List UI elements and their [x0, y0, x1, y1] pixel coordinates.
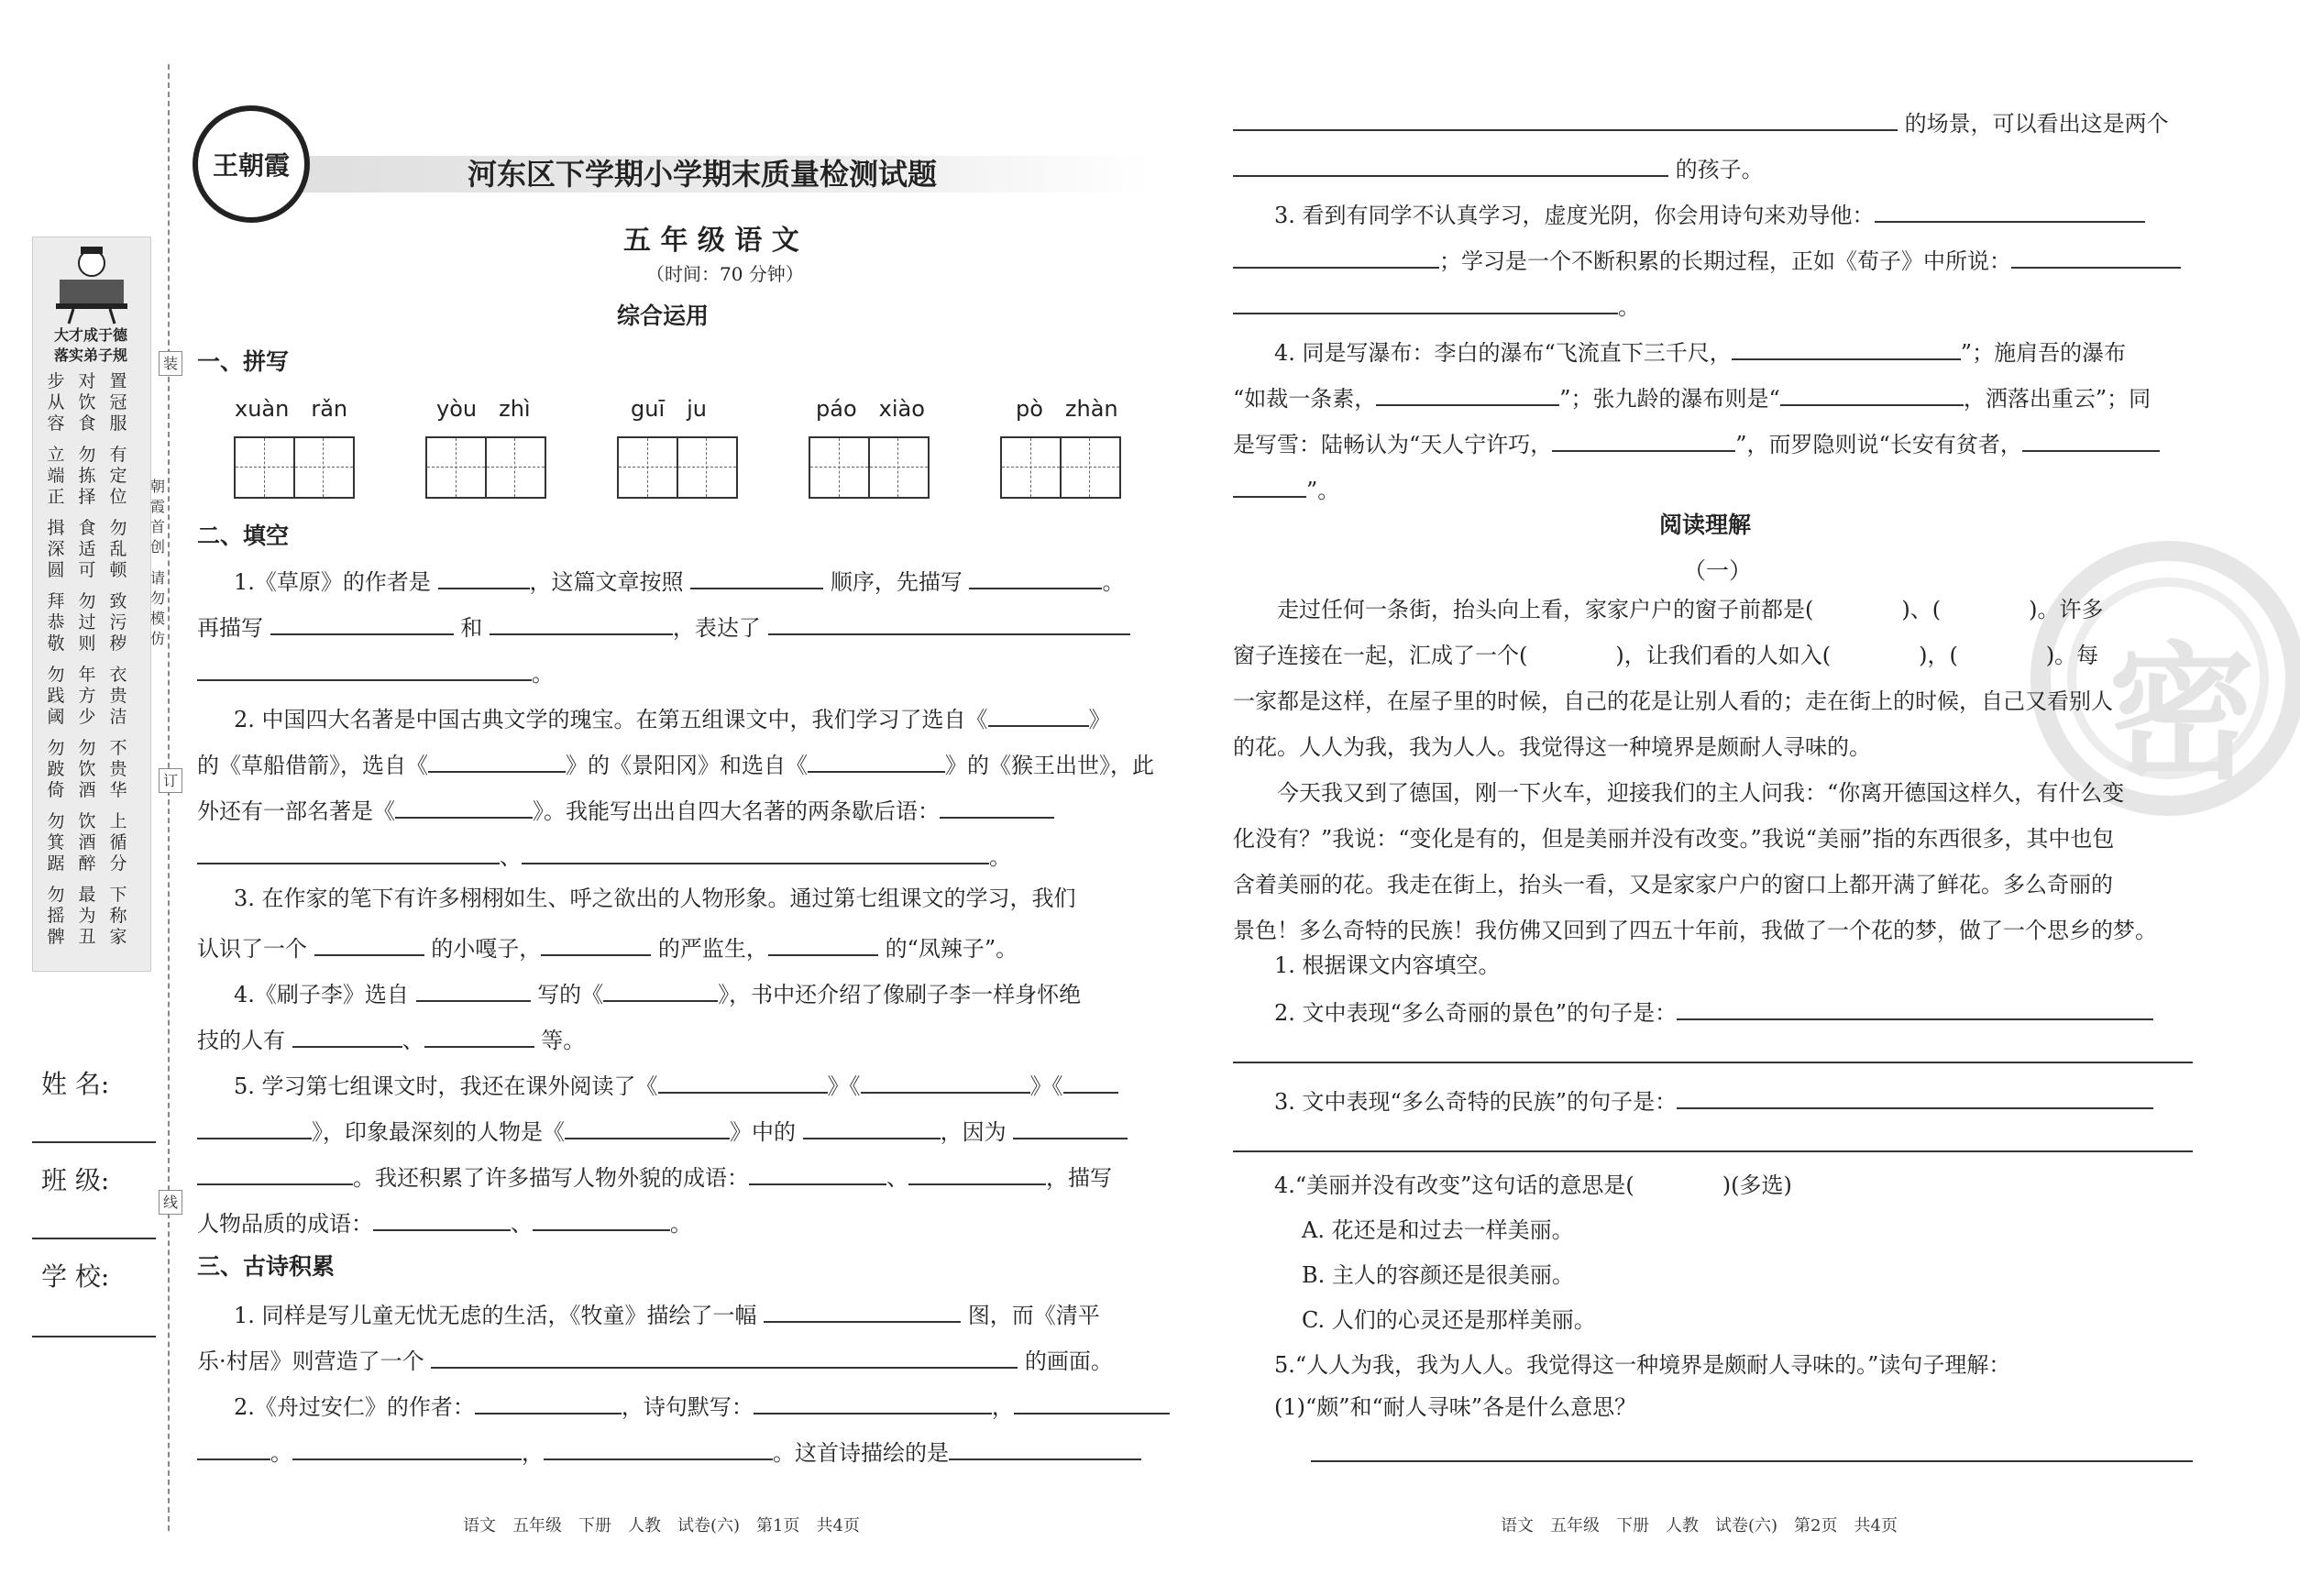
answer-blank[interactable] — [197, 1114, 312, 1139]
answer-blank[interactable] — [1677, 1084, 2153, 1109]
pinyin-4: páo xiào — [816, 396, 925, 422]
school-label: 学 校: — [41, 1261, 110, 1292]
answer-blank[interactable] — [808, 747, 945, 773]
poem-q1-line1: 1. 同样是写儿童无忧无虑的生活，《牧童》描绘了一幅 图，而《清平 — [234, 1297, 1100, 1329]
answer-blank[interactable] — [603, 976, 718, 1002]
seal-mark-3: 线 — [159, 1190, 182, 1215]
answer-blank[interactable] — [2011, 243, 2181, 269]
page1-footer: 语文 五年级 下册 人教 试卷(六) 第1页 共4页 — [463, 1516, 860, 1535]
reading-q2: 2. 文中表现“多么奇丽的景色”的句子是： — [1274, 995, 2153, 1027]
answer-blank[interactable] — [1780, 380, 1964, 406]
section-poetry-title: 三、古诗积累 — [197, 1253, 336, 1280]
answer-blank[interactable] — [1013, 1114, 1128, 1139]
answer-blank[interactable] — [270, 610, 454, 635]
answer-blank[interactable] — [768, 930, 878, 956]
binding-line — [168, 64, 170, 1531]
fill-q3-line1: 3. 在作家的笔下有许多栩栩如生、呼之欲出的人物形象。通过第七组课文的学习，我们 — [234, 886, 1076, 911]
motto-column: 勿饮酒 — [78, 738, 96, 800]
poem-q3-line1: 3. 看到有同学不认真学习，虚度光阴，你会用诗句来劝导他： — [1274, 197, 2145, 229]
motto-column: 勿摇髀 — [47, 885, 65, 947]
answer-blank[interactable] — [1233, 243, 1439, 269]
scholar-figure — [50, 243, 133, 329]
reading-q1: 1. 根据课文内容填空。 — [1274, 952, 1501, 978]
pinyin-5: pò zhàn — [1016, 396, 1118, 422]
answer-blank[interactable] — [1233, 289, 1618, 314]
motto-column: 置冠服 — [109, 371, 127, 434]
motto-line-2: 落实弟子规 — [53, 347, 127, 364]
motto-column: 最为丑 — [78, 885, 96, 947]
reading-q4-option-a[interactable]: A. 花还是和过去一样美丽。 — [1302, 1217, 1574, 1243]
answer-blank[interactable] — [658, 1068, 828, 1094]
poem-q2-line2: 。 ， 。这首诗描绘的是 — [197, 1435, 1141, 1467]
motto-column: 衣贵洁 — [109, 665, 127, 727]
motto-column: 年方少 — [78, 665, 96, 727]
confidential-seal-text: 密 — [2107, 628, 2255, 799]
class-label: 班 级: — [41, 1165, 110, 1195]
fill-q2-line2: 的《草船借箭》，选自《 》的《景阳冈》和选自《 》的《猴王出世》，此 — [197, 747, 1154, 779]
answer-blank[interactable] — [292, 1435, 522, 1460]
answer-blank[interactable] — [764, 1297, 961, 1323]
answer-line[interactable] — [1233, 1150, 2193, 1152]
vertical-note-right: 请勿模仿 — [149, 569, 165, 647]
answer-blank[interactable] — [428, 747, 566, 773]
motto-column: 勿乱顿 — [109, 518, 127, 580]
answer-blank[interactable] — [292, 1022, 402, 1048]
class-field[interactable] — [32, 1238, 156, 1239]
reading-subtitle: （一） — [1683, 557, 1753, 584]
passage-line: 的花。人人为我，我为人人。我觉得这一种境界是颇耐人寻味的。 — [1233, 734, 1871, 760]
poem-q4-line1: 4. 同是写瀑布：李白的瀑布“飞流直下三千尺， ”；施肩吾的瀑布 — [1274, 335, 2126, 367]
answer-blank[interactable] — [438, 564, 530, 589]
section-fill-title: 二、填空 — [197, 523, 290, 549]
writing-box-3[interactable] — [617, 436, 738, 499]
motto-column: 勿践阈 — [47, 665, 65, 727]
poem-q4-line4: ”。 — [1233, 472, 1339, 504]
poem-q3-line2: ；学习是一个不断积累的长期过程，正如《荀子》中所说： — [1233, 243, 2181, 275]
answer-blank[interactable] — [861, 1068, 1030, 1094]
answer-blank[interactable] — [395, 793, 533, 819]
motto-column: 拜恭敬 — [47, 591, 65, 654]
answer-blank[interactable] — [803, 1114, 941, 1139]
subject-title: 五 年 级 语 文 — [623, 225, 799, 257]
motto-column: 步从容 — [47, 371, 65, 434]
pinyin-3: guī ju — [631, 396, 707, 422]
answer-blank[interactable] — [908, 1160, 1046, 1185]
writing-box-2[interactable] — [425, 436, 546, 499]
fill-q2-line1: 2. 中国四大名著是中国古典文学的瑰宝。在第五组课文中，我们学习了选自《 》 — [234, 701, 1111, 733]
fill-q1-line3: 。 — [197, 655, 554, 688]
reading-q5-sub1: (1)“颇”和“耐人寻味”各是什么意思？ — [1274, 1394, 1637, 1420]
name-label: 姓 名: — [41, 1069, 110, 1099]
motto-column: 勿箕踞 — [47, 811, 65, 874]
answer-blank[interactable] — [197, 839, 500, 864]
motto-column: 勿拣择 — [78, 445, 96, 507]
answer-blank[interactable] — [424, 1022, 534, 1048]
fill-q4-line2: 技的人有 、 等。 — [197, 1022, 585, 1054]
motto-column: 勿过则 — [78, 591, 96, 654]
vertical-note-left: 朝霞首创 — [149, 478, 165, 556]
passage-line: 今天我又到了德国，刚一下火车，迎接我们的主人问我：“你离开德国这样久，有什么变 — [1277, 780, 2125, 806]
motto-columns — [46, 371, 138, 958]
answer-blank[interactable] — [690, 564, 823, 589]
answer-blank[interactable] — [1552, 426, 1735, 452]
seal-mark-2: 订 — [159, 768, 182, 793]
writing-box-5[interactable] — [1000, 436, 1121, 499]
answer-blank[interactable] — [1233, 472, 1306, 498]
motto-column: 勿跛倚 — [47, 738, 65, 800]
writing-box-1[interactable] — [234, 436, 355, 499]
motto-column: 饮酒醉 — [78, 811, 96, 874]
reading-q5: 5.“人人为我，我为人人。我觉得这一种境界是颇耐人寻味的。”读句子理解： — [1274, 1352, 2011, 1378]
answer-blank[interactable] — [475, 1389, 622, 1414]
answer-blank[interactable] — [197, 1160, 353, 1185]
poem-q2-line4: 的孩子。 — [1233, 151, 1764, 183]
fill-q5-line4: 人物品质的成语： 、 。 — [197, 1205, 692, 1238]
pinyin-1: xuàn rǎn — [235, 396, 348, 422]
answer-blank[interactable] — [940, 793, 1054, 819]
reading-q4-option-b[interactable]: B. 主人的容颜还是很美丽。 — [1302, 1262, 1574, 1288]
motto-column: 对饮食 — [78, 371, 96, 434]
passage-line: 含着美丽的花。我走在街上，抬头一看，又是家家户户的窗口上都开满了鲜花。多么奇丽的 — [1233, 872, 2113, 897]
poem-q2-line3: 的场景，可以看出这是两个 — [1233, 105, 2169, 138]
fill-q1-line2: 再描写 和 ，表达了 — [197, 610, 1130, 642]
exam-title: 河东区下学期小学期末质量检测试题 — [468, 157, 938, 192]
motto-column: 致污秽 — [109, 591, 127, 654]
reading-passage — [1233, 587, 2191, 953]
answer-line[interactable] — [1233, 1062, 2193, 1063]
reading-q4: 4.“美丽并没有改变”这句话的意思是( )(多选) — [1274, 1172, 1792, 1198]
motto-line-1: 大才成于德 — [53, 326, 127, 344]
motto-column: 立端正 — [47, 445, 65, 507]
passage-line: 一家都是这样，在屋子里的时候，自己的花是让别人看的；走在街上的时候，自己又看别人 — [1233, 688, 2113, 714]
part-title: 综合运用 — [617, 303, 710, 329]
fill-q2-line3: 外还有一部名著是《 》。我能写出出自四大名著的两条歇后语： — [197, 793, 1054, 825]
answer-blank[interactable] — [1014, 1389, 1170, 1414]
answer-blank[interactable] — [1732, 335, 1961, 360]
motto-column: 上循分 — [109, 811, 127, 874]
answer-blank[interactable] — [416, 976, 531, 1002]
answer-blank[interactable] — [969, 564, 1102, 589]
reading-title: 阅读理解 — [1659, 512, 1752, 538]
answer-blank[interactable] — [949, 1435, 1141, 1460]
answer-blank[interactable] — [1376, 380, 1559, 406]
answer-line[interactable] — [1311, 1460, 2193, 1462]
school-field[interactable] — [32, 1336, 156, 1337]
answer-blank[interactable] — [565, 1114, 730, 1139]
answer-blank[interactable] — [1233, 105, 1898, 131]
poem-q1-line2: 乐·村居》则营造了一个 的画面。 — [197, 1343, 1113, 1375]
answer-blank[interactable] — [754, 1389, 992, 1414]
answer-blank[interactable] — [431, 1343, 1018, 1369]
poem-q2-line1: 2.《舟过安仁》的作者： ，诗句默写： ， — [234, 1389, 1170, 1421]
answer-blank[interactable] — [1233, 151, 1668, 177]
motto-column: 食适可 — [78, 518, 96, 580]
fill-q2-line4: 、 。 — [197, 839, 1011, 871]
answer-blank[interactable] — [1677, 995, 2153, 1020]
answer-blank[interactable] — [490, 610, 673, 635]
fill-q5-line3: 。我还积累了许多描写人物外貌的成语： 、 ，描写 — [197, 1160, 1112, 1192]
answer-blank[interactable] — [749, 1160, 886, 1185]
poem-q4-line2: “如裁一条素， ”；张九龄的瀑布则是“ ，洒落出重云”；同 — [1233, 380, 2151, 413]
motto-column: 不贵华 — [109, 738, 127, 800]
reading-q4-option-c[interactable]: C. 人们的心灵还是那样美丽。 — [1302, 1307, 1596, 1333]
motto-column: 揖深圆 — [47, 518, 65, 580]
answer-blank[interactable] — [988, 701, 1089, 727]
answer-blank[interactable] — [533, 1205, 670, 1231]
fill-q4-line1: 4.《刷子李》选自 写的《 》，书中还介绍了像刷子李一样身怀绝 — [234, 976, 1081, 1008]
answer-blank[interactable] — [197, 1435, 270, 1460]
answer-blank[interactable] — [768, 610, 1130, 635]
seal-mark-1: 装 — [159, 351, 182, 376]
logo-badge — [193, 105, 310, 223]
answer-blank[interactable] — [1063, 1068, 1118, 1094]
passage-line: 走过任何一条街，抬头向上看，家家户户的窗子前都是( )、( )。许多 — [1277, 597, 2104, 622]
name-field[interactable] — [32, 1141, 156, 1143]
page2-footer: 语文 五年级 下册 人教 试卷(六) 第2页 共4页 — [1501, 1516, 1898, 1535]
fill-q5-line1: 5. 学习第七组课文时，我还在课外阅读了《 》《 》《 — [234, 1068, 1118, 1100]
answer-blank[interactable] — [1875, 197, 2145, 223]
answer-blank[interactable] — [2022, 426, 2160, 452]
fill-q5-line2: 》，印象最深刻的人物是《 》中的 ，因为 — [197, 1114, 1128, 1146]
fill-q3-line2: 认识了一个 的小嘎子， 的严监生， 的“凤辣子”。 — [197, 930, 1018, 963]
passage-line: 景色！多么奇特的民族！我仿佛又回到了四五十年前，我做了一个花的梦，做了一个思乡的梦。 — [1233, 918, 2157, 943]
motto-column: 下称家 — [109, 885, 127, 947]
answer-blank[interactable] — [314, 930, 424, 956]
fill-q1-line1: 1.《草原》的作者是 ，这篇文章按照 顺序，先描写 。 — [234, 564, 1124, 596]
motto-column: 有定位 — [109, 445, 127, 507]
passage-line: 窗子连接在一起，汇成了一个( )，让我们看的人如入( )，( )。每 — [1233, 643, 2099, 668]
answer-blank[interactable] — [522, 839, 989, 864]
exam-time: （时间：70 分钟） — [646, 263, 804, 285]
logo-text: 王朝霞 — [212, 150, 290, 181]
answer-blank[interactable] — [373, 1205, 511, 1231]
poem-q3-line3: 。 — [1233, 289, 1640, 321]
section-pinyin-title: 一、拼写 — [197, 348, 290, 375]
writing-box-4[interactable] — [809, 436, 930, 499]
pinyin-2: yòu zhì — [436, 396, 531, 422]
answer-blank[interactable] — [544, 1435, 773, 1460]
poem-q4-line3: 是写雪：陆畅认为“天人宁许巧， ”，而罗隐则说“长安有贫者， — [1233, 426, 2160, 458]
answer-blank[interactable] — [197, 655, 532, 681]
answer-blank[interactable] — [541, 930, 651, 956]
reading-q3: 3. 文中表现“多么奇特的民族”的句子是： — [1274, 1084, 2153, 1116]
passage-line: 化没有？”我说：“变化是有的，但是美丽并没有改变。”我说“美丽”指的东西很多，其中也包 — [1233, 826, 2115, 852]
